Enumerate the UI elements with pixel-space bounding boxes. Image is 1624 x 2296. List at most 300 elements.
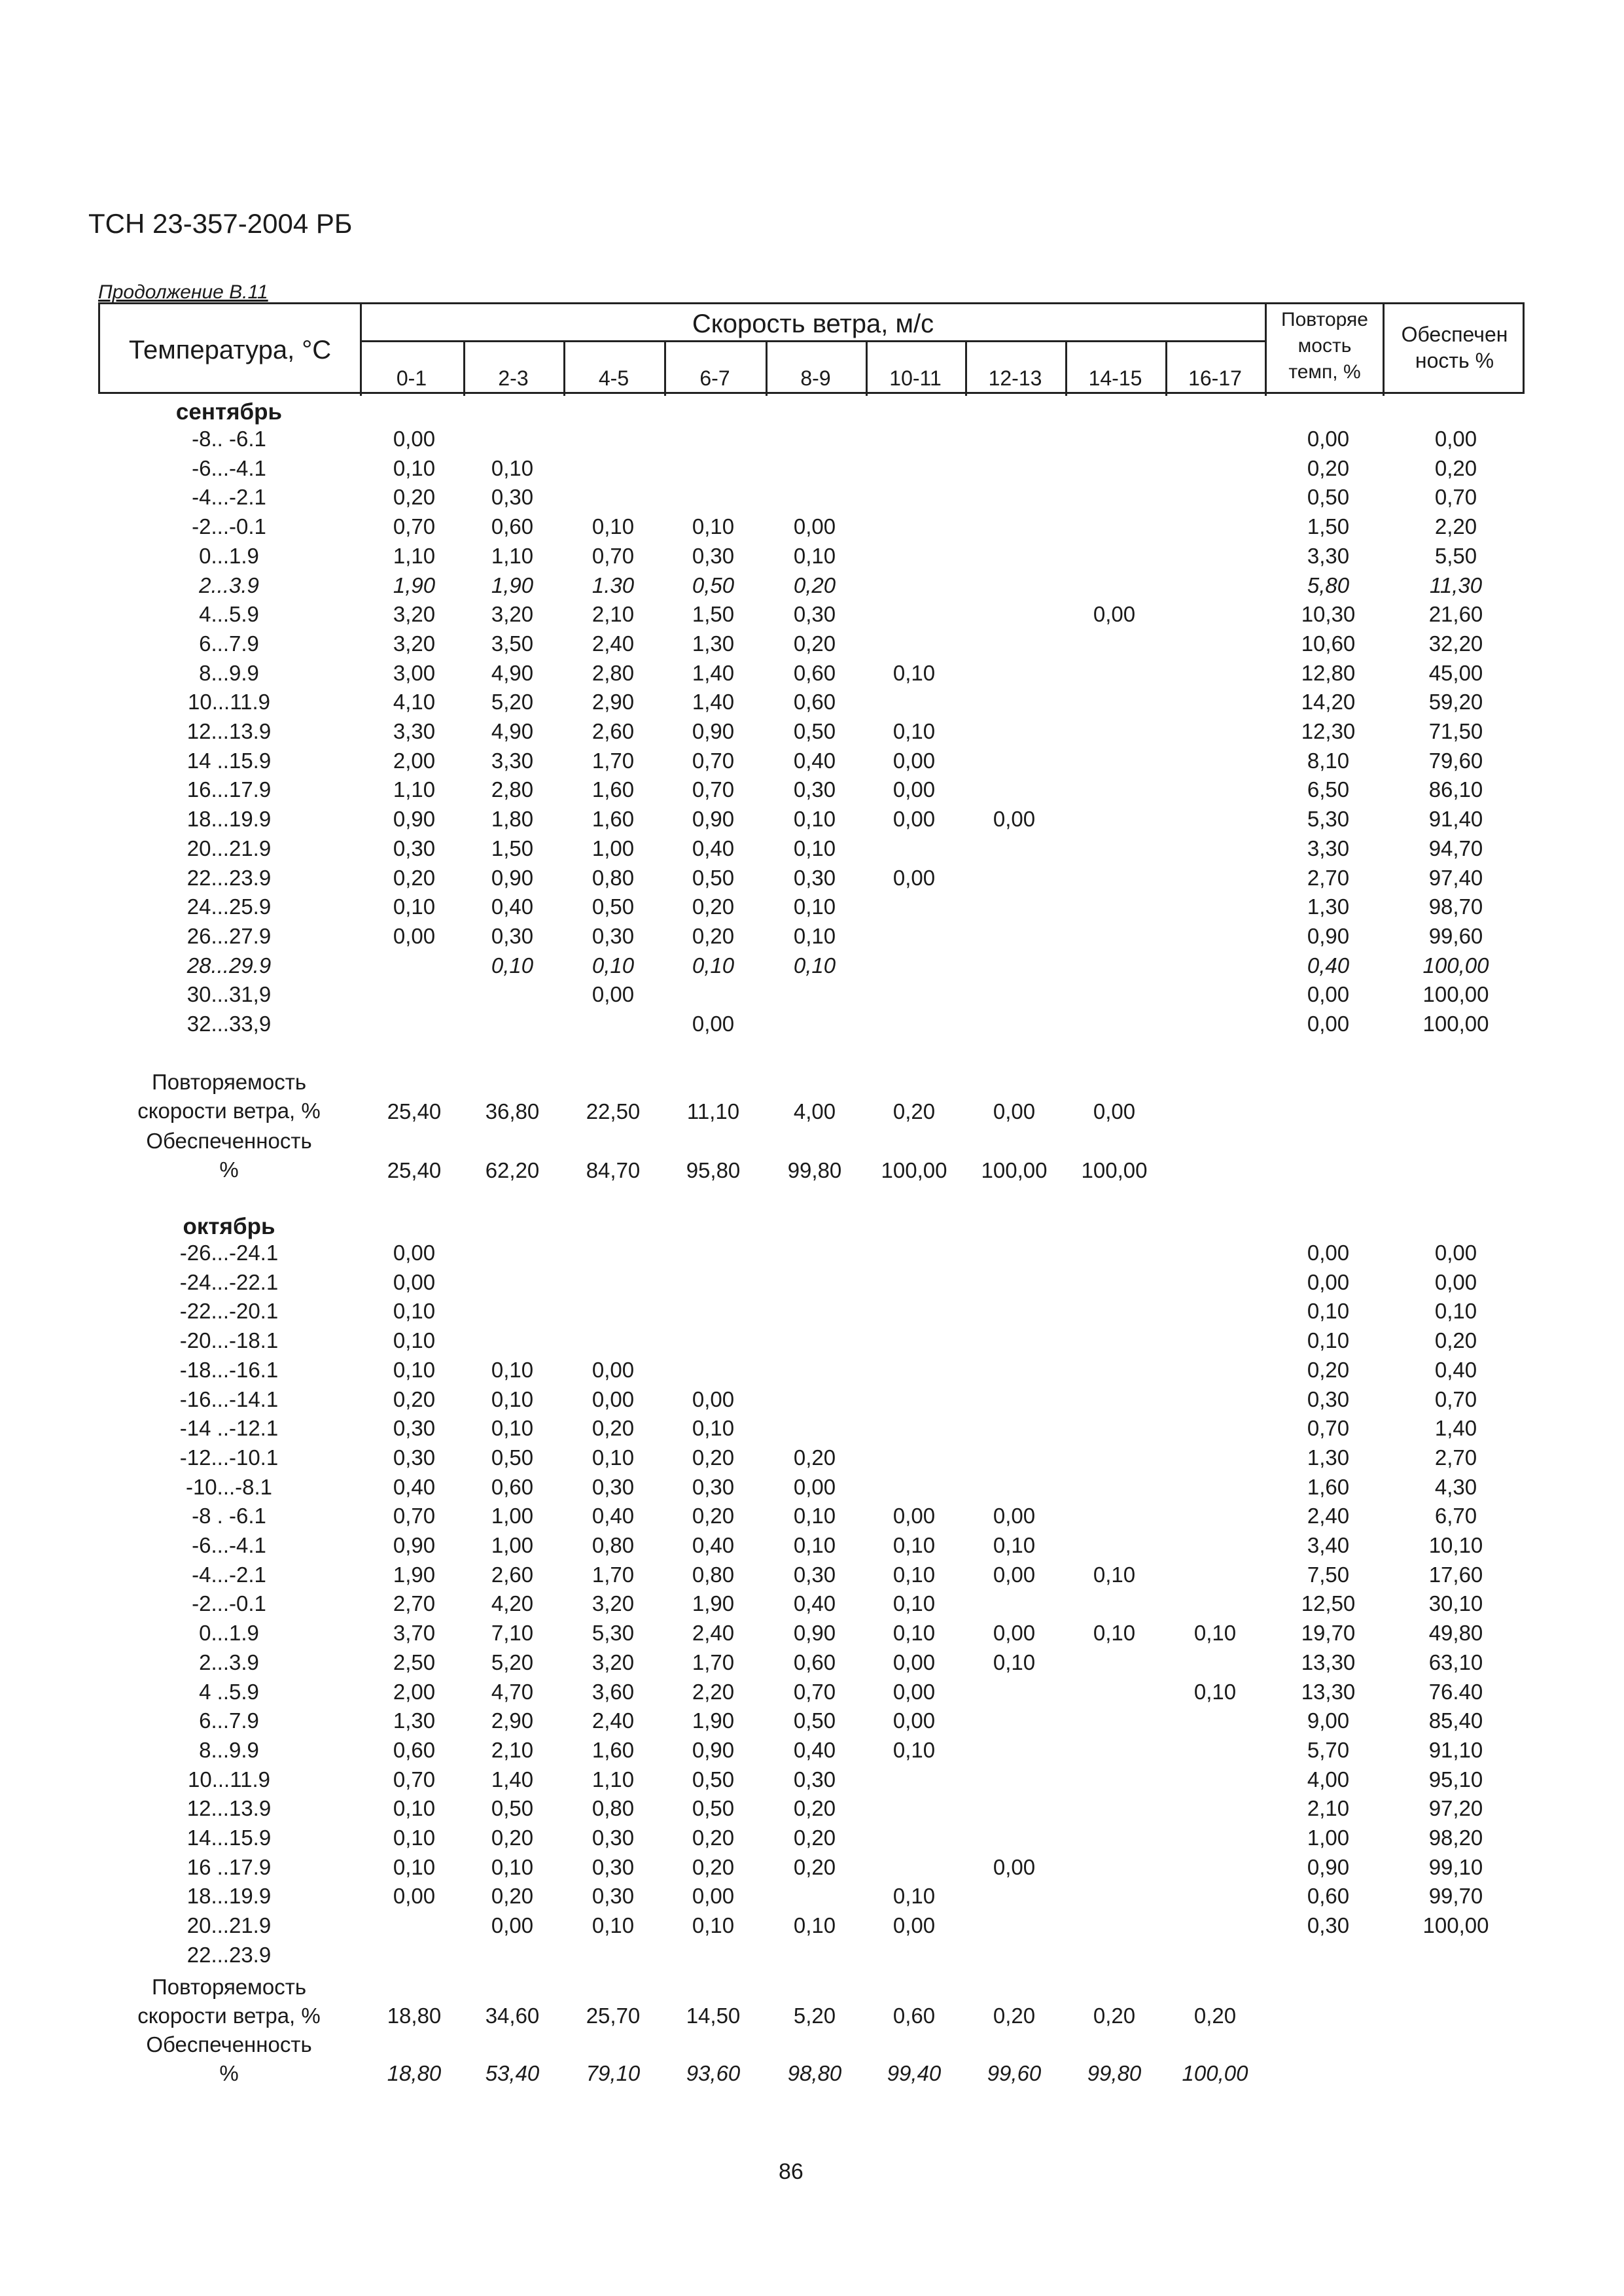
october-cell: 63,10: [1428, 1650, 1483, 1674]
september-cell: 0,00: [692, 1012, 735, 1036]
september-cell: 6,50: [1307, 777, 1350, 802]
september-row-label: 28...29.9: [186, 953, 272, 978]
september-cell: 1.30: [591, 573, 635, 597]
september-cell: 0,20: [692, 923, 735, 948]
october-row-label: -10...-8.1: [185, 1474, 273, 1499]
october-row-label: -20...-18.1: [179, 1328, 279, 1353]
september-cell: 100,00: [1422, 953, 1489, 978]
october-cell: 0,10: [793, 1913, 836, 1938]
october-cell: 0,10: [393, 1299, 436, 1324]
october-cell: 0,00: [993, 1562, 1036, 1587]
october-rep-value: 25,70: [586, 2004, 641, 2028]
october-cell: 0,40: [1434, 1357, 1477, 1382]
october-row-label: 8...9.9: [199, 1737, 259, 1762]
september-cell: 0,10: [491, 455, 534, 480]
october-cell: 0,10: [993, 1533, 1036, 1557]
header-speed-2: 2-3: [498, 366, 529, 390]
september-cell: 100,00: [1422, 982, 1489, 1007]
october-cell: 1,00: [491, 1504, 534, 1528]
october-cell: 17,60: [1428, 1562, 1483, 1587]
september-cell: 0,10: [793, 543, 836, 568]
september-cell: 3,20: [393, 602, 436, 627]
september-prov-label-2: %: [219, 1157, 239, 1182]
september-cell: 71,50: [1428, 719, 1483, 743]
september-cell: 0,30: [692, 543, 735, 568]
september-cell: 97,40: [1428, 865, 1483, 890]
september-cell: 0,70: [692, 748, 735, 773]
september-cell: 2,70: [1307, 865, 1350, 890]
september-cell: 2,80: [591, 660, 635, 685]
september-prov-value: 100,00: [1081, 1158, 1148, 1182]
september-row-label: 22...23.9: [186, 865, 272, 890]
october-cell: 0,00: [393, 1269, 436, 1294]
september-cell: 0,10: [793, 836, 836, 860]
september-prov-value: 84,70: [586, 1158, 641, 1182]
september-rep-value: 0,00: [1093, 1099, 1136, 1123]
header-speed-6: 10-11: [889, 366, 942, 390]
october-cell: 76.40: [1428, 1679, 1483, 1704]
september-rep-value: 0,00: [993, 1099, 1036, 1123]
october-cell: 9,00: [1307, 1708, 1350, 1733]
october-cell: 2,70: [393, 1591, 436, 1616]
october-row-label: 12...13.9: [186, 1796, 272, 1821]
september-rep-value: 22,50: [586, 1099, 641, 1123]
header-speed-7: 12-13: [988, 366, 1042, 390]
september-cell: 0,10: [793, 953, 836, 978]
september-cell: 0,50: [692, 573, 735, 597]
september-cell: 0,10: [793, 923, 836, 948]
september-row-label: 12...13.9: [186, 719, 272, 743]
september-cell: 21,60: [1428, 602, 1483, 627]
october-cell: 0,50: [692, 1796, 735, 1821]
october-cell: 0,20: [692, 1826, 735, 1850]
header-speed-4: 6-7: [699, 366, 730, 390]
october-cell: 85,40: [1428, 1708, 1483, 1733]
september-cell: 0,00: [1307, 982, 1350, 1007]
october-cell: 0,50: [491, 1796, 534, 1821]
october-cell: 0,10: [591, 1913, 635, 1938]
september-cell: 0,90: [393, 807, 436, 832]
october-cell: 0,10: [793, 1533, 836, 1557]
october-cell: 0,30: [591, 1826, 635, 1850]
october-row-label: 16 ..17.9: [186, 1854, 272, 1879]
october-row-label: 10...11.9: [188, 1767, 270, 1792]
october-row-label: -24...-22.1: [179, 1269, 279, 1294]
september-cell: 0,20: [1434, 455, 1477, 480]
september-cell: 1,10: [393, 777, 436, 802]
october-cell: 2,40: [591, 1708, 635, 1733]
september-cell: 2,80: [491, 777, 534, 802]
october-rep-value: 14,50: [686, 2004, 741, 2028]
october-cell: 2,70: [1434, 1445, 1477, 1470]
october-cell: 0,10: [892, 1737, 936, 1762]
october-cell: 0,20: [1434, 1328, 1477, 1353]
september-cell: 0,90: [692, 807, 735, 832]
october-cell: 2,90: [491, 1708, 534, 1733]
october-cell: 0,60: [793, 1650, 836, 1674]
october-row-label: 0...1.9: [199, 1621, 259, 1646]
october-row-label: 4 ..5.9: [199, 1679, 259, 1704]
october-rep-value: 18,80: [387, 2004, 442, 2028]
october-cell: 0,60: [393, 1737, 436, 1762]
october-cell: 0,30: [793, 1767, 836, 1792]
october-cell: 3,60: [591, 1679, 635, 1704]
september-rep-value: 25,40: [387, 1099, 442, 1123]
october-cell: 1,90: [393, 1562, 436, 1587]
september-cell: 1,90: [491, 573, 534, 597]
october-cell: 0,90: [1307, 1854, 1350, 1879]
october-cell: 49,80: [1428, 1621, 1483, 1646]
september-cell: 1,40: [692, 660, 735, 685]
september-cell: 0,30: [793, 777, 836, 802]
september-cell: 0,10: [793, 894, 836, 919]
september-cell: 0,10: [692, 953, 735, 978]
september-cell: 1,50: [1307, 514, 1350, 539]
september-cell: 0,20: [793, 631, 836, 656]
october-cell: 1,40: [491, 1767, 534, 1792]
september-cell: 0,10: [892, 660, 936, 685]
october-cell: 2,50: [393, 1650, 436, 1674]
september-cell: 0,00: [793, 514, 836, 539]
september-cell: 0,60: [793, 660, 836, 685]
october-cell: 0,10: [1093, 1621, 1136, 1646]
october-cell: 0,30: [692, 1474, 735, 1499]
october-cell: 0,00: [491, 1913, 534, 1938]
october-cell: 0,00: [993, 1621, 1036, 1646]
october-cell: 0,10: [491, 1416, 534, 1441]
october-cell: 0,20: [793, 1854, 836, 1879]
october-cell: 0,10: [892, 1884, 936, 1909]
october-cell: 0,10: [892, 1591, 936, 1616]
october-cell: 0,00: [892, 1504, 936, 1528]
september-cell: 5,80: [1307, 573, 1350, 597]
september-row-label: 0...1.9: [199, 543, 259, 568]
september-cell: 1,10: [491, 543, 534, 568]
september-cell: 59,20: [1428, 690, 1483, 715]
september-cell: 98,70: [1428, 894, 1483, 919]
september-row-label: 20...21.9: [186, 836, 272, 860]
october-prov-value: 100,00: [1182, 2061, 1248, 2085]
october-cell: 0,30: [1307, 1386, 1350, 1411]
october-cell: 1,70: [692, 1650, 735, 1674]
header-speed-5: 8-9: [800, 366, 831, 390]
october-cell: 5,30: [591, 1621, 635, 1646]
september-cell: 0,30: [591, 923, 635, 948]
september-row-label: 24...25.9: [186, 894, 272, 919]
september-cell: 0,30: [793, 865, 836, 890]
header-speed-8: 14-15: [1088, 366, 1142, 390]
september-cell: 0,00: [591, 982, 635, 1007]
september-cell: 0,20: [393, 865, 436, 890]
october-cell: 0,00: [591, 1357, 635, 1382]
september-cell: 0,60: [491, 514, 534, 539]
october-cell: 5,70: [1307, 1737, 1350, 1762]
october-title: октябрь: [183, 1214, 275, 1239]
september-cell: 0,40: [793, 748, 836, 773]
october-row-label: -6...-4.1: [192, 1533, 266, 1557]
october-cell: 13,30: [1301, 1679, 1356, 1704]
september-cell: 10,60: [1301, 631, 1356, 656]
october-cell: 0,00: [393, 1884, 436, 1909]
october-cell: 1,90: [692, 1591, 735, 1616]
september-cell: 0,30: [793, 602, 836, 627]
october-cell: 0,30: [591, 1474, 635, 1499]
september-cell: 0,50: [1307, 485, 1350, 510]
september-cell: 3,20: [491, 602, 534, 627]
september-cell: 3,30: [1307, 543, 1350, 568]
september-cell: 0,10: [591, 953, 635, 978]
october-cell: 3,20: [591, 1650, 635, 1674]
october-cell: 0,50: [491, 1445, 534, 1470]
september-cell: 0,00: [892, 748, 936, 773]
september-cell: 0,40: [491, 894, 534, 919]
september-cell: 2,10: [591, 602, 635, 627]
september-cell: 0,20: [393, 485, 436, 510]
september-cell: 32,20: [1428, 631, 1483, 656]
september-cell: 1,80: [491, 807, 534, 832]
september-prov-value: 100,00: [881, 1158, 947, 1182]
october-cell: 0,00: [393, 1241, 436, 1265]
september-cell: 0,70: [393, 514, 436, 539]
october-cell: 0,10: [1434, 1299, 1477, 1324]
september-cell: 0,00: [993, 807, 1036, 832]
september-row-label: -8.. -6.1: [192, 427, 266, 451]
october-cell: 1,10: [591, 1767, 635, 1792]
october-row-label: 14...15.9: [186, 1826, 272, 1850]
september-cell: 0,00: [1307, 427, 1350, 451]
september-cell: 1,90: [393, 573, 436, 597]
september-cell: 0,10: [892, 719, 936, 743]
october-cell: 7,10: [491, 1621, 534, 1646]
september-cell: 100,00: [1422, 1012, 1489, 1036]
october-cell: 0,20: [793, 1796, 836, 1821]
september-cell: 8,10: [1307, 748, 1350, 773]
october-row-label: 22...23.9: [186, 1942, 272, 1967]
september-rep-value: 4,00: [793, 1099, 836, 1123]
september-row-label: 16...17.9: [186, 777, 272, 802]
september-cell: 0,60: [793, 690, 836, 715]
september-cell: 0,90: [1307, 923, 1350, 948]
october-cell: 0,80: [692, 1562, 735, 1587]
october-cell: 0,10: [892, 1562, 936, 1587]
october-row-label: -14 ..-12.1: [179, 1416, 279, 1441]
september-cell: 0,70: [591, 543, 635, 568]
october-cell: 0,60: [1307, 1884, 1350, 1909]
september-cell: 0,90: [692, 719, 735, 743]
september-cell: 91,40: [1428, 807, 1483, 832]
september-row-label: -6...-4.1: [192, 455, 266, 480]
september-rep-value: 36,80: [485, 1099, 540, 1123]
october-rep-value: 0,20: [1193, 2004, 1237, 2028]
september-prov-value: 100,00: [981, 1158, 1048, 1182]
september-rep-value: 11,10: [686, 1099, 740, 1123]
september-cell: 0,10: [393, 455, 436, 480]
september-cell: 0,80: [591, 865, 635, 890]
september-cell: 5,30: [1307, 807, 1350, 832]
october-row-label: 6...7.9: [199, 1708, 259, 1733]
october-prov-value: 99,80: [1087, 2061, 1142, 2085]
september-cell: 94,70: [1428, 836, 1483, 860]
october-cell: 0,70: [393, 1767, 436, 1792]
september-cell: 3,00: [393, 660, 436, 685]
september-cell: 5,50: [1434, 543, 1477, 568]
september-row-label: 6...7.9: [199, 631, 259, 656]
september-cell: 0,90: [491, 865, 534, 890]
october-cell: 0,00: [892, 1913, 936, 1938]
october-rep-value: 34,60: [485, 2004, 540, 2028]
october-cell: 2,40: [692, 1621, 735, 1646]
header-wind-speed: Скорость ветра, м/с: [692, 309, 934, 338]
september-cell: 0,00: [1307, 1012, 1350, 1036]
october-cell: 0,70: [793, 1679, 836, 1704]
october-cell: 10,10: [1428, 1533, 1483, 1557]
october-cell: 0,30: [393, 1445, 436, 1470]
september-prov-value: 95,80: [686, 1158, 741, 1182]
september-cell: 1,10: [393, 543, 436, 568]
september-cell: 3,30: [393, 719, 436, 743]
october-cell: 2,60: [491, 1562, 534, 1587]
october-cell: 99,10: [1428, 1854, 1483, 1879]
october-cell: 0,20: [491, 1826, 534, 1850]
october-cell: 0,30: [1307, 1913, 1350, 1938]
september-row-label: 14 ..15.9: [186, 748, 272, 773]
october-cell: 0,10: [692, 1416, 735, 1441]
september-cell: 0,20: [1307, 455, 1350, 480]
september-cell: 2,20: [1434, 514, 1477, 539]
october-cell: 0,00: [1307, 1241, 1350, 1265]
october-cell: 12,50: [1301, 1591, 1356, 1616]
october-row-label: -12...-10.1: [179, 1445, 279, 1470]
october-cell: 0,10: [393, 1357, 436, 1382]
october-cell: 0,70: [393, 1504, 436, 1528]
october-cell: 0,10: [393, 1826, 436, 1850]
september-row-label: 26...27.9: [186, 923, 272, 948]
october-cell: 97,20: [1428, 1796, 1483, 1821]
september-cell: 2,90: [591, 690, 635, 715]
september-cell: 0,00: [1434, 427, 1477, 451]
october-cell: 0,00: [692, 1884, 735, 1909]
september-cell: 1,50: [692, 602, 735, 627]
september-cell: 0,00: [892, 865, 936, 890]
october-cell: 0,00: [993, 1854, 1036, 1879]
page-number: 86: [779, 2159, 803, 2184]
september-cell: 99,60: [1428, 923, 1483, 948]
october-cell: 0,60: [491, 1474, 534, 1499]
september-rep-label-2: скорости ветра, %: [137, 1099, 321, 1123]
october-cell: 5,20: [491, 1650, 534, 1674]
september-cell: 1,60: [591, 807, 635, 832]
october-cell: 1,60: [591, 1737, 635, 1762]
september-cell: 0,30: [491, 923, 534, 948]
october-cell: 0,30: [393, 1416, 436, 1441]
october-cell: 0,10: [1307, 1299, 1350, 1324]
october-rep-label-1: Повторяемость: [151, 1975, 307, 1999]
october-row-label: -18...-16.1: [179, 1357, 279, 1382]
september-cell: 0,10: [793, 807, 836, 832]
september-cell: 86,10: [1428, 777, 1483, 802]
october-cell: 91,10: [1428, 1737, 1483, 1762]
october-cell: 0,20: [793, 1445, 836, 1470]
october-row-label: -8 . -6.1: [192, 1504, 266, 1528]
october-cell: 0,30: [793, 1562, 836, 1587]
september-cell: 79,60: [1428, 748, 1483, 773]
doc-code: ТСН 23-357-2004 РБ: [88, 208, 353, 239]
september-prov-label-1: Обеспеченность: [146, 1129, 312, 1153]
october-cell: 1,60: [1307, 1474, 1350, 1499]
september-cell: 2,60: [591, 719, 635, 743]
october-cell: 0,10: [993, 1650, 1036, 1674]
october-cell: 0,90: [692, 1737, 735, 1762]
october-cell: 0,10: [1093, 1562, 1136, 1587]
september-row-label: 18...19.9: [186, 807, 272, 832]
september-row-label: 2...3.9: [199, 573, 259, 597]
september-rep-label-1: Повторяемость: [151, 1070, 307, 1094]
october-cell: 0,10: [892, 1533, 936, 1557]
october-cell: 0,80: [591, 1796, 635, 1821]
september-cell: 0,30: [393, 836, 436, 860]
october-cell: 0,70: [1434, 1386, 1477, 1411]
october-prov-value: 79,10: [586, 2061, 641, 2085]
october-rep-value: 5,20: [793, 2004, 836, 2028]
september-prov-value: 62,20: [485, 1158, 540, 1182]
october-cell: 0,00: [591, 1386, 635, 1411]
september-cell: 2,40: [591, 631, 635, 656]
september-cell: 1,30: [692, 631, 735, 656]
october-cell: 0,10: [491, 1357, 534, 1382]
october-cell: 0,10: [692, 1913, 735, 1938]
october-prov-value: 53,40: [485, 2061, 540, 2085]
september-cell: 5,20: [491, 690, 534, 715]
september-cell: 45,00: [1428, 660, 1483, 685]
october-cell: 0,50: [793, 1708, 836, 1733]
october-cell: 0,00: [892, 1679, 936, 1704]
september-cell: 0,40: [692, 836, 735, 860]
september-cell: 3,50: [491, 631, 534, 656]
october-prov-value: 99,60: [987, 2061, 1042, 2085]
october-cell: 1,00: [1307, 1826, 1350, 1850]
october-prov-value: 18,80: [387, 2061, 442, 2085]
october-cell: 0,20: [692, 1504, 735, 1528]
september-cell: 10,30: [1301, 602, 1356, 627]
october-cell: 0,10: [393, 1328, 436, 1353]
october-cell: 0,90: [393, 1533, 436, 1557]
october-prov-value: 98,80: [787, 2061, 842, 2085]
october-cell: 0,10: [491, 1386, 534, 1411]
october-cell: 0,80: [591, 1533, 635, 1557]
header-temperature: Температура, °С: [128, 336, 332, 364]
october-cell: 0,20: [692, 1854, 735, 1879]
october-cell: 0,10: [793, 1504, 836, 1528]
september-cell: 0,00: [393, 427, 436, 451]
september-cell: 0,10: [591, 514, 635, 539]
september-row-label: -2...-0.1: [192, 514, 266, 539]
september-cell: 1,30: [1307, 894, 1350, 919]
october-rep-value: 0,20: [993, 2004, 1036, 2028]
october-cell: 0,20: [591, 1416, 635, 1441]
september-cell: 0,00: [393, 923, 436, 948]
october-prov-value: 99,40: [887, 2061, 942, 2085]
october-cell: 7,50: [1307, 1562, 1350, 1587]
october-cell: 0,40: [793, 1591, 836, 1616]
september-cell: 14,20: [1301, 690, 1356, 715]
september-row-label: 32...33,9: [186, 1012, 272, 1036]
header-speed-9: 16-17: [1188, 366, 1242, 390]
table-header: [98, 302, 1525, 394]
september-cell: 11,30: [1429, 573, 1483, 597]
october-cell: 4,30: [1434, 1474, 1477, 1499]
october-cell: 0,70: [1307, 1416, 1350, 1441]
october-cell: 0,10: [491, 1854, 534, 1879]
